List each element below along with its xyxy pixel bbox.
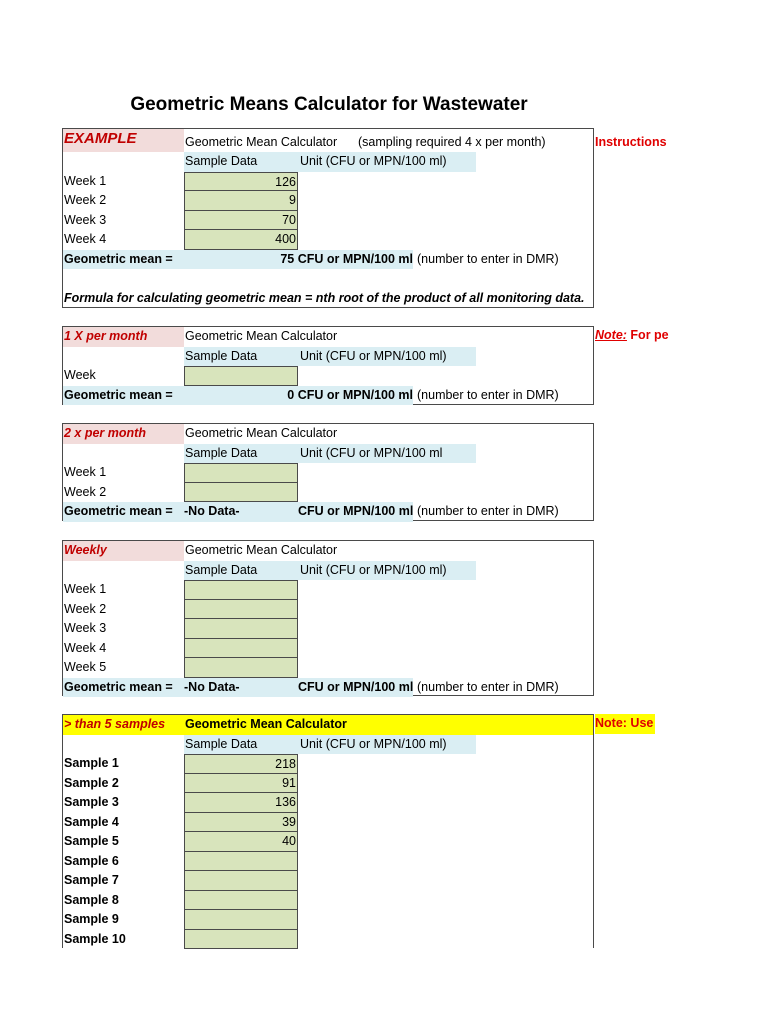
sample-input[interactable]	[184, 619, 298, 639]
sample-input[interactable]: 40	[184, 832, 298, 852]
geometric-mean-row	[63, 678, 413, 698]
sample-input[interactable]	[184, 483, 298, 503]
sample-input[interactable]: 39	[184, 813, 298, 833]
dmr-note: (number to enter in DMR)	[417, 679, 559, 694]
row-label: Sample 7	[64, 873, 119, 887]
formula-text: Formula for calculating geometric mean = nth root of the product of all monitoring data.	[64, 290, 585, 305]
unit-header: Unit (CFU or MPN/100 ml)	[300, 562, 447, 577]
sample-input[interactable]: 70	[184, 211, 298, 231]
calc-title: Geometric Mean Calculator	[185, 426, 338, 440]
row-label: Sample 10	[64, 931, 126, 946]
section-label: Weekly	[63, 541, 184, 561]
row-label: Sample 3	[64, 795, 119, 809]
row-label: Sample 8	[64, 892, 119, 907]
sample-data-header: Sample Data	[185, 562, 258, 577]
sample-input[interactable]: 91	[184, 774, 298, 794]
sample-data-header: Sample Data	[185, 348, 258, 363]
row-label: Sample 9	[64, 912, 119, 926]
geometric-mean-row	[63, 502, 413, 522]
sample-input[interactable]: 136	[184, 793, 298, 813]
geometric-mean-row	[63, 386, 413, 406]
dmr-note: (number to enter in DMR)	[417, 251, 559, 266]
column-header	[184, 561, 476, 581]
calc-title: Geometric Mean Calculator	[185, 329, 338, 343]
sample-input[interactable]	[184, 930, 298, 950]
section-label: 2 x per month	[63, 424, 184, 444]
weekly-calculator	[62, 540, 594, 696]
sample-input[interactable]	[184, 910, 298, 930]
row-label: Sample 4	[64, 814, 119, 829]
row-label: Week 4	[64, 640, 107, 655]
geometric-mean-row	[63, 250, 413, 270]
geo-label: Geometric mean =	[64, 504, 173, 518]
dmr-note: (number to enter in DMR)	[417, 387, 559, 402]
calc-title: Geometric Mean Calculator	[185, 135, 338, 149]
calc-title: Geometric Mean Calculator	[185, 543, 338, 557]
calc-note: (sampling required 4 x per month)	[358, 135, 546, 149]
sample-input[interactable]: 218	[184, 754, 298, 774]
column-header	[184, 735, 476, 755]
row-label: Week 2	[64, 601, 107, 616]
note-use: Note: Use	[595, 714, 655, 734]
column-header	[184, 444, 476, 464]
twice-monthly-calculator	[62, 423, 594, 521]
geo-label: Geometric mean =	[64, 679, 173, 694]
sample-input[interactable]	[184, 463, 298, 483]
many-samples-calculator	[62, 714, 594, 948]
geo-value: 75 CFU or MPN/100 ml	[280, 251, 413, 266]
geo-unit: CFU or MPN/100 ml	[298, 504, 414, 518]
note-label: Note:	[595, 328, 627, 342]
sample-input[interactable]	[184, 600, 298, 620]
calc-title: Geometric Mean Calculator	[185, 717, 347, 731]
column-header	[184, 152, 476, 172]
geo-label: Geometric mean =	[64, 251, 173, 266]
note-text: For pe	[626, 328, 669, 342]
row-label: Week 1	[64, 582, 107, 596]
row-label: Week	[64, 368, 96, 382]
row-label: Sample 5	[64, 834, 119, 848]
sample-input[interactable]: 126	[184, 172, 298, 192]
row-label: Week 2	[64, 484, 107, 499]
sample-input[interactable]	[184, 580, 298, 600]
row-label: Week 2	[64, 193, 107, 207]
row-label: Week 3	[64, 212, 107, 227]
sample-input[interactable]	[184, 658, 298, 678]
row-label: Sample 2	[64, 775, 119, 790]
unit-header: Unit (CFU or MPN/100 ml)	[300, 154, 447, 168]
sample-data-header: Sample Data	[185, 154, 258, 168]
sample-data-header: Sample Data	[185, 445, 258, 460]
row-label: Week 4	[64, 232, 107, 246]
row-label: Sample 1	[64, 756, 119, 770]
unit-header: Unit (CFU or MPN/100 ml)	[300, 736, 447, 751]
unit-header: Unit (CFU or MPN/100 ml	[300, 445, 443, 460]
example-calculator	[62, 128, 594, 308]
row-label: Week 5	[64, 660, 107, 674]
note-for	[595, 326, 669, 346]
sample-input[interactable]	[184, 852, 298, 872]
geo-label: Geometric mean =	[64, 387, 173, 402]
row-label: Week 1	[64, 173, 107, 188]
section-label: 1 X per month	[63, 327, 184, 347]
sample-input[interactable]: 400	[184, 230, 298, 250]
geo-value: -No Data-	[184, 679, 240, 694]
sample-input[interactable]	[184, 639, 298, 659]
instructions-note: Instructions	[595, 135, 667, 149]
section-label: > than 5 samples	[64, 717, 166, 731]
column-header	[184, 347, 476, 367]
once-monthly-calculator	[62, 326, 594, 405]
row-label: Week 1	[64, 465, 107, 479]
dmr-note: (number to enter in DMR)	[417, 504, 559, 518]
row-label: Sample 6	[64, 853, 119, 868]
geo-value: -No Data-	[184, 504, 240, 518]
unit-header: Unit (CFU or MPN/100 ml)	[300, 348, 447, 363]
geo-unit: CFU or MPN/100 ml	[298, 679, 414, 694]
geo-value: 0 CFU or MPN/100 ml	[287, 387, 413, 402]
sample-input[interactable]	[184, 891, 298, 911]
example-label: EXAMPLE	[63, 129, 184, 152]
sample-input[interactable]	[184, 366, 298, 386]
sample-input[interactable]: 9	[184, 191, 298, 211]
sample-input[interactable]	[184, 871, 298, 891]
row-label: Week 3	[64, 621, 107, 635]
sample-data-header: Sample Data	[185, 736, 258, 751]
page-title: Geometric Means Calculator for Wastewater	[130, 94, 528, 115]
